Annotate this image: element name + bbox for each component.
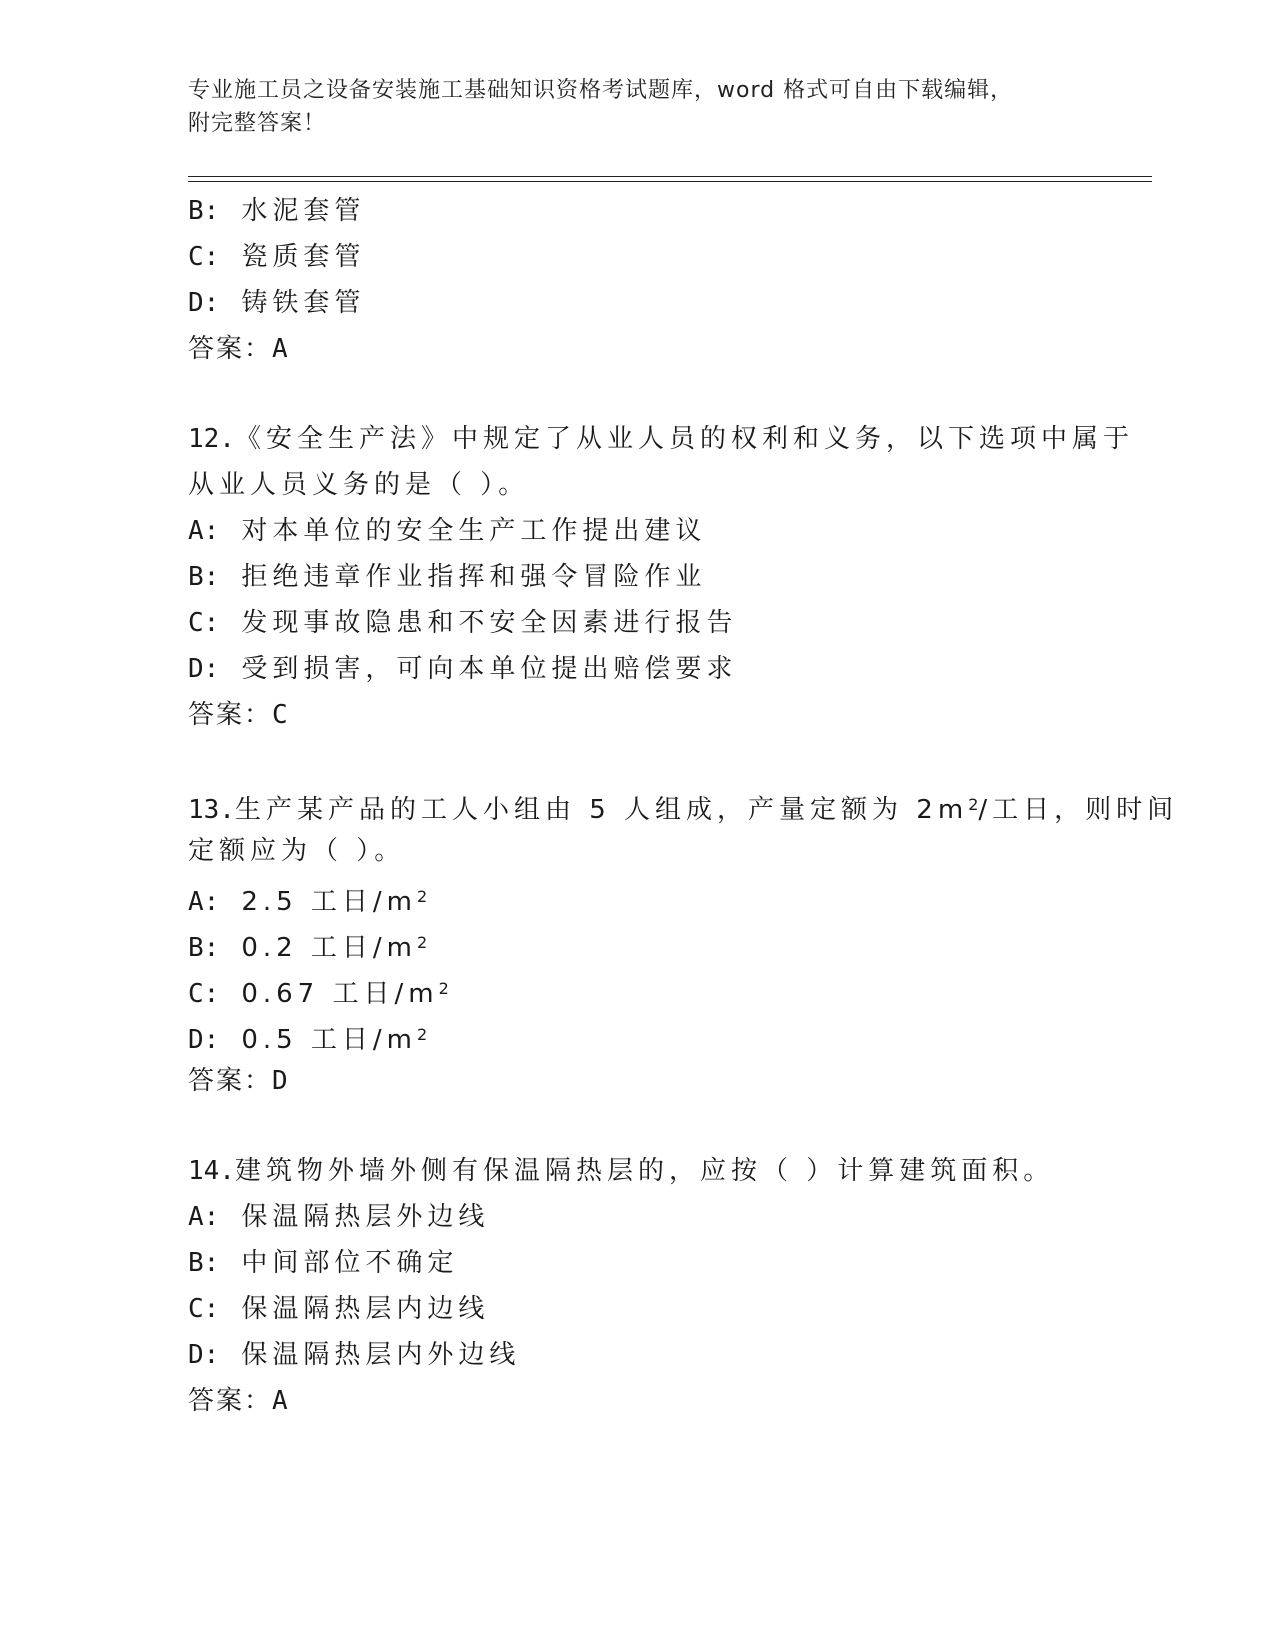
option-b: B: 0.2 工日$/m^2$ <box>188 933 428 963</box>
option-text: 2.5 工日/m <box>241 887 418 917</box>
option-a: A: 2.5 工日$/m^2$ <box>188 887 428 917</box>
question-stem-line-2: 定额应为（ ）。 <box>188 836 406 866</box>
document-header <box>188 74 1088 140</box>
question-stem-line-2: 从业人员义务的是（ ）。 <box>188 470 530 500</box>
answer-value: A <box>272 334 288 364</box>
option-text: 拒绝违章作业指挥和强令冒险作业 <box>241 562 707 592</box>
option-text: 保温隔热层内外边线 <box>241 1340 521 1370</box>
option-a: A: 保温隔热层外边线 <box>188 1202 490 1232</box>
answer-line: 答案：A <box>188 1386 288 1416</box>
option-text: 水泥套管 <box>241 196 366 226</box>
option-c: C: 0.67 工日$/m^2$ <box>188 979 449 1009</box>
option-text: 保温隔热层内边线 <box>241 1294 490 1324</box>
answer-value: A <box>272 1386 288 1416</box>
answer-line: 答案：A <box>188 334 288 364</box>
option-text: 对本单位的安全生产工作提出建议 <box>241 516 707 546</box>
answer-value: D <box>272 1066 288 1096</box>
question-14 <box>188 1148 1128 1424</box>
answer-value: C <box>272 700 288 730</box>
option-d: D: 铸铁套管 <box>188 288 366 318</box>
header-rule-top <box>188 176 1152 177</box>
question-11 <box>188 188 1128 372</box>
option-text: 瓷质套管 <box>241 242 366 272</box>
option-text: 保温隔热层外边线 <box>241 1202 490 1232</box>
question-number: 13. <box>188 795 235 825</box>
answer-line: 答案：D <box>188 1066 288 1096</box>
option-text: 受到损害，可向本单位提出赔偿要求 <box>241 654 738 684</box>
option-d: D: 保温隔热层内外边线 <box>188 1340 521 1370</box>
option-b: B: 水泥套管 <box>188 196 366 226</box>
question-list <box>188 188 1179 1424</box>
question-stem-line-1: 14.建筑物外墙外侧有保温隔热层的，应按（ ）计算建筑面积。 <box>188 1156 1055 1186</box>
option-c: C: 瓷质套管 <box>188 242 366 272</box>
header-title-line-1: 专业施工员之设备安装施工基础知识资格考试题库，word 格式可自由下载编辑， <box>188 78 1014 103</box>
question-stem-line-1: 12.《安全生产法》中规定了从业人员的权利和义务，以下选项中属于 <box>188 424 1134 454</box>
option-d: D: 受到损害，可向本单位提出赔偿要求 <box>188 654 738 684</box>
header-rule-bottom <box>188 181 1152 182</box>
option-text: 中间部位不确定 <box>241 1248 459 1278</box>
option-text: 发现事故隐患和不安全因素进行报告 <box>241 608 738 638</box>
option-b: B: 中间部位不确定 <box>188 1248 459 1278</box>
question-stem-line-1: 13.生产某产品的工人小组由 5 人组成，产量定额为 $2m^2/$工日，则时间 <box>188 795 1179 825</box>
option-c: C: 保温隔热层内边线 <box>188 1294 490 1324</box>
answer-line: 答案：C <box>188 700 288 730</box>
header-title-line-2: 附完整答案！ <box>188 111 327 136</box>
option-b: B: 拒绝违章作业指挥和强令冒险作业 <box>188 562 707 592</box>
question-number: 14. <box>188 1156 235 1186</box>
option-text: 0.2 工日/m <box>241 933 418 963</box>
option-text: 0.5 工日/m <box>241 1025 418 1055</box>
question-12 <box>188 416 1134 738</box>
option-a: A: 对本单位的安全生产工作提出建议 <box>188 516 707 546</box>
option-c: C: 发现事故隐患和不安全因素进行报告 <box>188 608 738 638</box>
option-d: D: 0.5 工日$/m^2$ <box>188 1025 428 1055</box>
question-13 <box>188 782 1179 1104</box>
option-text: 0.67 工日/m <box>241 979 439 1009</box>
question-number: 12. <box>188 424 235 454</box>
option-text: 铸铁套管 <box>241 288 366 318</box>
